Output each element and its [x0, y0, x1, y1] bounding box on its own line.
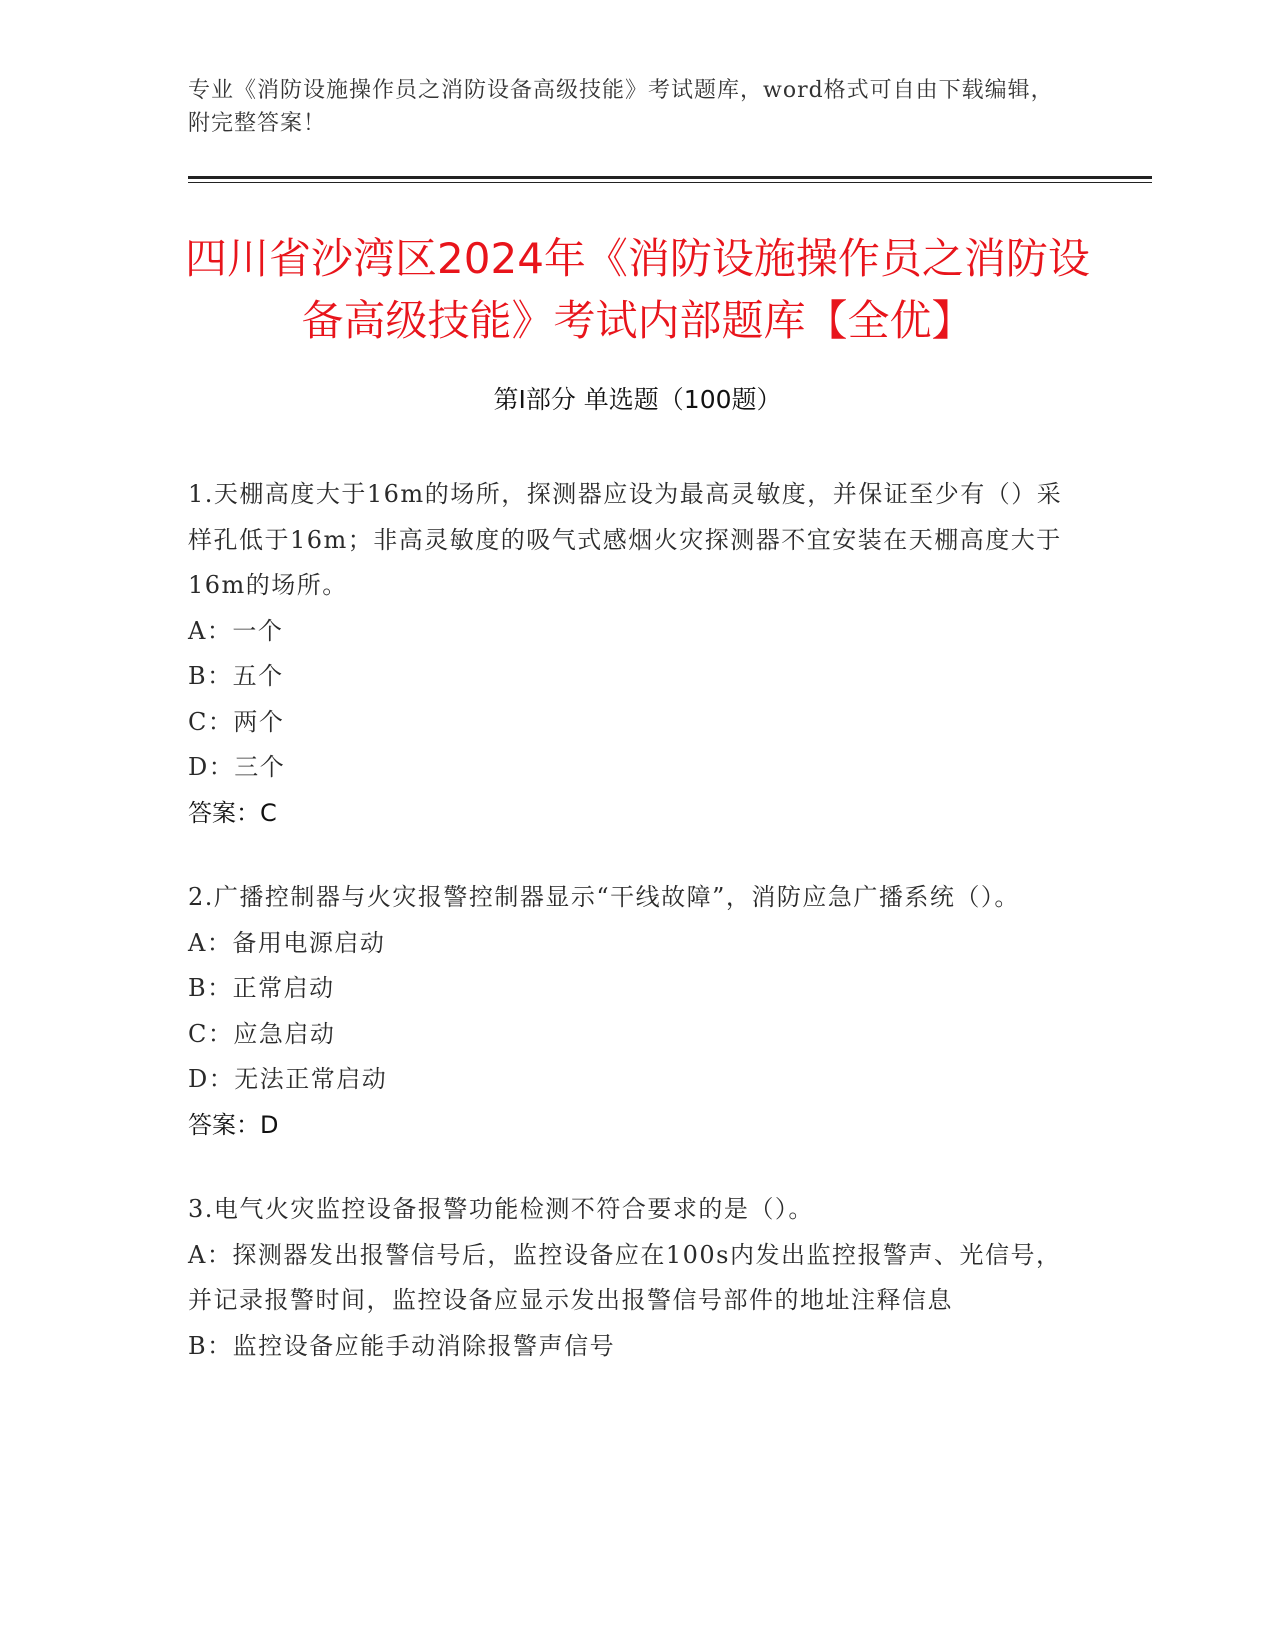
question-3: [188, 1187, 1078, 1369]
header-note: 专业《消防设施操作员之消防设备高级技能》考试题库，word格式可自由下载编辑，附完整答案！: [188, 78, 1054, 136]
question-2: [188, 875, 1078, 1148]
question-1: [188, 472, 1078, 836]
question-answer: 答案：D: [188, 1110, 279, 1139]
option-key: B: [188, 1331, 208, 1360]
question-stem: 2.广播控制器与火灾报警控制器显示“干线故障”，消防应急广播系统（）。: [188, 883, 1020, 911]
option-key: B: [188, 974, 208, 1002]
option-key: C: [188, 1019, 208, 1048]
option-a: A：探测器发出报警信号后，监控设备应在100s内发出监控报警声、光信号，并记录报警时间，监控设备应显示发出报警信号部件的地址注释信息: [188, 1233, 1078, 1324]
option-text: 无法正常启动: [234, 1065, 388, 1093]
option-a: A：一个: [188, 609, 1078, 655]
question-answer: 答案：C: [188, 798, 277, 827]
question-stem: 3.电气火灾监控设备报警功能检测不符合要求的是（）。: [188, 1195, 814, 1223]
document-title: 四川省沙湾区2024年《消防设施操作员之消防设备高级技能》考试内部题库【全优】: [185, 234, 1090, 345]
option-b: B：监控设备应能手动消除报警声信号: [188, 1324, 1078, 1370]
header-divider-thick: [188, 176, 1152, 179]
option-key: A: [188, 616, 207, 645]
option-key: A: [188, 928, 207, 957]
option-c: C：两个: [188, 700, 1078, 746]
option-text: 两个: [233, 707, 285, 736]
option-text: 备用电源启动: [232, 928, 386, 957]
option-b: B：正常启动: [188, 966, 1078, 1012]
option-key: D: [188, 1065, 209, 1093]
question-list: [188, 472, 1078, 1408]
option-b: B：五个: [188, 654, 1078, 700]
section-title: 第I部分 单选题（100题）: [493, 385, 782, 414]
option-text: 三个: [234, 753, 286, 781]
option-text: 探测器发出报警信号后，监控设备应在100s内发出监控报警声、光信号，并记录报警时间，监控设备应显示发出报警信号部件的地址注释信息: [188, 1240, 1062, 1314]
option-text: 正常启动: [232, 974, 335, 1002]
header-divider-thin: [188, 182, 1152, 183]
option-key: A: [188, 1240, 207, 1269]
option-key: C: [188, 707, 208, 736]
option-text: 一个: [232, 616, 284, 645]
option-d: D：三个: [188, 745, 1078, 791]
option-text: 应急启动: [233, 1019, 336, 1048]
option-key: D: [188, 753, 209, 781]
option-text: 监控设备应能手动消除报警声信号: [232, 1331, 616, 1360]
question-stem: 1.天棚高度大于16m的场所，探测器应设为最高灵敏度，并保证至少有（）采样孔低于16m；非高灵敏度的吸气式感烟火灾探测器不宜安装在天棚高度大于16m的场所。: [188, 480, 1063, 599]
option-text: 五个: [232, 662, 284, 690]
option-d: D：无法正常启动: [188, 1057, 1078, 1103]
option-c: C：应急启动: [188, 1012, 1078, 1058]
option-a: A：备用电源启动: [188, 921, 1078, 967]
option-key: B: [188, 662, 208, 690]
